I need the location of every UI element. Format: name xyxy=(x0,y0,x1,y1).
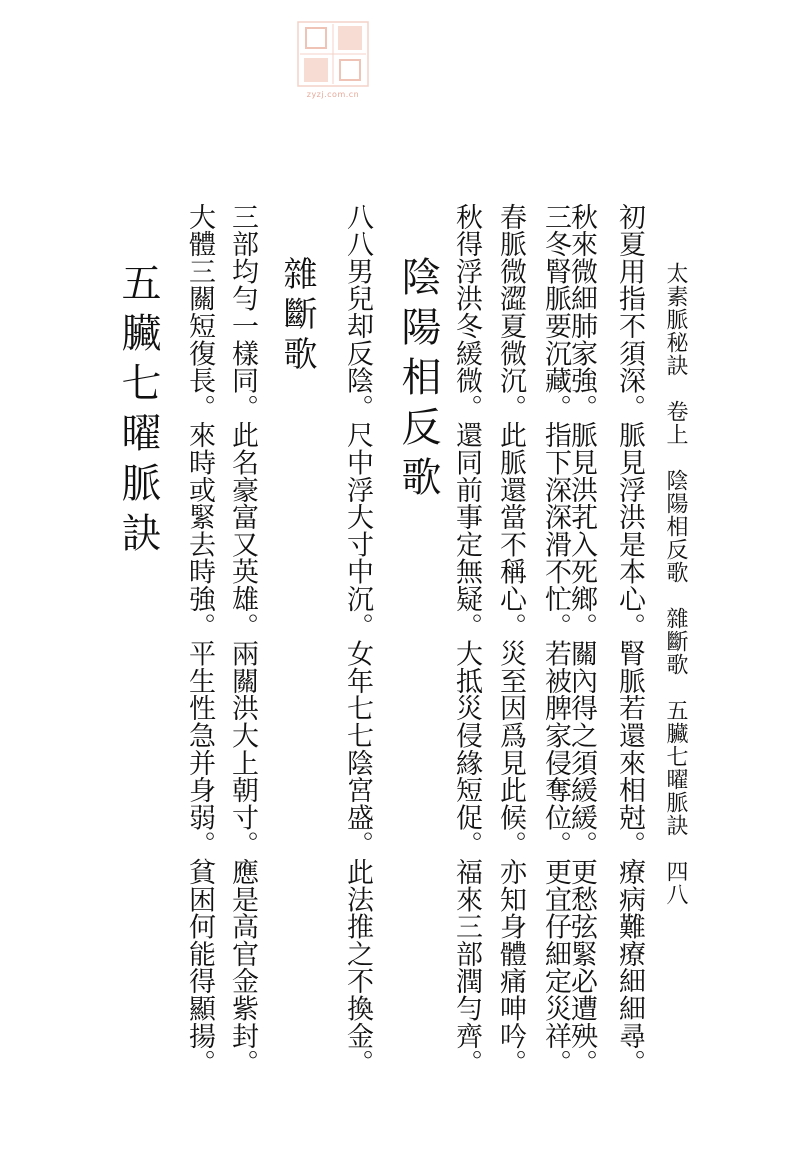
poem-line: 三部均勻一樣同。此名豪富又英雄。兩關洪大上朝寸。應是高官金紫封。 xyxy=(227,203,258,1077)
running-header: 太素脈秘訣 卷上 陰陽相反歌 雜斷歌 五臟七曜脈訣 四八 xyxy=(663,262,688,906)
watermark-logo-icon xyxy=(296,20,370,90)
poem-line: 秋得浮洪冬緩微。還同前事定無疑。大抵災侵緣短促。福來三部潤勻齊。 xyxy=(451,203,482,1077)
section-title: 雜斷歌 xyxy=(277,256,317,376)
poem-line: 春脈微澀夏微沉。此脈還當不稱心。災至因爲見此候。亦知身體痛呻吟。 xyxy=(495,203,526,1077)
poem-line: 初夏用指不須深。脈見浮洪是本心。腎脈若還來相尅。療病難療細細尋。 xyxy=(614,203,645,1077)
watermark-url: zyzj.com.cn xyxy=(306,90,360,99)
watermark-seal xyxy=(296,20,370,100)
poem-line: 秋來微細肺家強。脈見洪芤入死鄉。關內得之須緩緩。更愁弦緊必遭殃。 xyxy=(566,203,597,1077)
section-title: 陰陽相反歌 xyxy=(395,256,441,506)
poem-line: 八八男兒却反陰。尺中浮大寸中沉。女年七七陰宮盛。此法推之不換金。 xyxy=(342,203,373,1077)
poem-line: 三冬腎脈要沉藏。指下深深滑不忙。若被脾家侵奪位。更宜仔細定災祥。 xyxy=(540,203,571,1077)
section-title: 五臟七曜脈訣 xyxy=(115,262,161,562)
poem-line: 大體三關短復長。來時或緊去時強。平生性急并身弱。貧困何能得顯揚。 xyxy=(184,203,215,1077)
